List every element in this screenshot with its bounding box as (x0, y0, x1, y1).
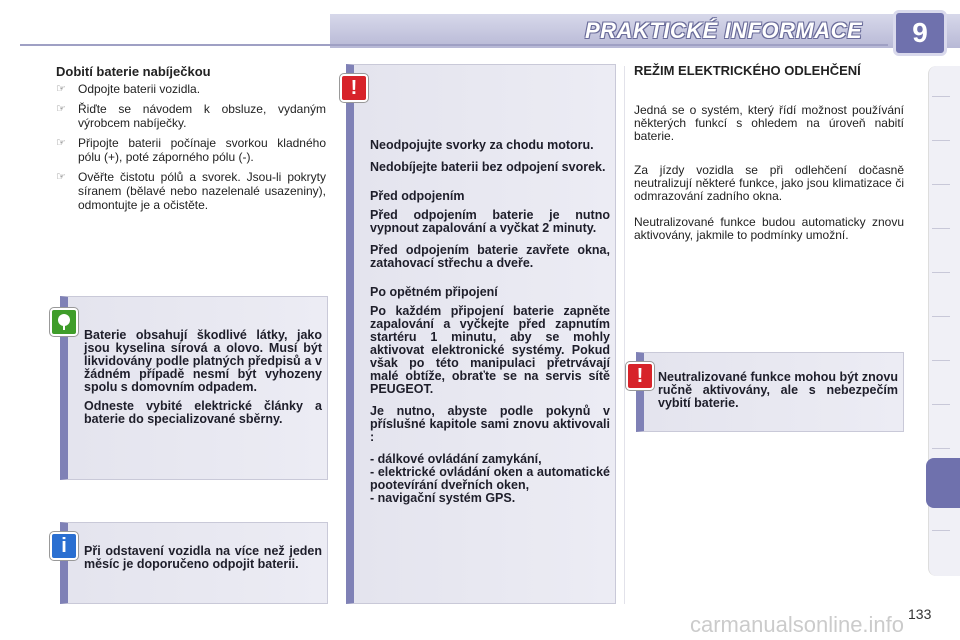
tab-divider (932, 272, 950, 273)
tab-divider (932, 316, 950, 317)
info-icon: i (50, 532, 78, 560)
warning-icon: ! (340, 74, 368, 102)
manual-reactivation-text: Neutralizované funkce mohou být znovu ručně aktivovány, ale s nebezpečím vybití baterie. (658, 370, 898, 410)
electric-relief-intro: Jedná se o systém, který řídí možnost používání některých funkcí s ohledem na úroveň nabití baterie. (634, 103, 904, 143)
tab-divider (932, 448, 950, 449)
electric-relief-reactivation: Neutralizované funkce budou automaticky znovu aktivovány, jakmile to podmínky umožní. (634, 215, 904, 242)
battery-warning-panel (346, 64, 616, 604)
info-text: Při odstavení vozidla na více než jeden měsíc je doporučeno odpojit baterii. (84, 544, 322, 571)
warning-icon: ! (626, 362, 654, 390)
tab-divider (932, 184, 950, 185)
tab-divider (932, 228, 950, 229)
column-divider (624, 66, 625, 604)
charging-steps-list (56, 82, 326, 218)
chapter-tab-active[interactable] (926, 458, 960, 508)
list-item: ☞ Řiďte se návodem k obsluze, vydaným výrobcem nabíječky. (56, 102, 326, 130)
section-heading-electric-relief: REŽIM ELEKTRICKÉHO ODLEHČENÍ (634, 63, 861, 78)
subheading-after-reconnect: Po opětném připojení (370, 285, 498, 299)
subheading-before-disconnect: Před odpojením (370, 189, 465, 203)
electric-relief-detail: Za jízdy vozidla se při odlehčení dočasně neutralizují některé funkce, jako jsou klimatizace či odmrazování zadního okna. (634, 163, 904, 203)
page-title: PRAKTICKÉ INFORMACE (585, 18, 863, 43)
eco-warning-box (60, 296, 328, 480)
list-item: - navigační systém GPS. (370, 491, 516, 505)
tab-divider (932, 404, 950, 405)
list-item: - elektrické ovládání oken a automatické pootevírání dveřních oken, (370, 465, 610, 492)
tab-divider (932, 360, 950, 361)
manual-reactivation-warning-box (636, 352, 904, 432)
list-item: ☞ Ověřte čistotu pólů a svorek. Jsou-li pokryty síranem (bělavé nebo nazelenalé usazeniny), odmontujte je a očistěte. (56, 170, 326, 212)
list-item: ☞ Odpojte baterii vozidla. (56, 82, 201, 96)
hand-pointer-icon: ☞ (56, 171, 66, 183)
chapter-number: 9 (893, 10, 947, 56)
eco-warning-text: Baterie obsahují škodlivé látky, jako jsou kyselina sírová a olovo. Musí být likvidovány podle platných předpisů a v žádném případě nesmí být vyhozeny spolu s domovním odpadem. Odneste vybité elektrické články a baterie do specializované sběrny. (84, 328, 322, 426)
page-number: 133 (908, 606, 932, 622)
list-item: ☞ Připojte baterii počínaje svorkou kladného pólu (+), poté záporného pólu (-). (56, 136, 326, 164)
tab-divider (932, 140, 950, 141)
hand-pointer-icon: ☞ (56, 83, 66, 95)
hand-pointer-icon: ☞ (56, 137, 66, 149)
header-rule (20, 44, 888, 46)
info-box (60, 522, 328, 604)
tab-divider (932, 530, 950, 531)
list-item: - dálkové ovládání zamykání, (370, 452, 542, 466)
hand-pointer-icon: ☞ (56, 103, 66, 115)
watermark: carmanualsonline.info (690, 612, 905, 637)
tab-divider (932, 96, 950, 97)
section-heading-charging: Dobití baterie nabíječkou (56, 64, 211, 79)
tree-icon (50, 308, 78, 336)
battery-warning-text: Neodpojujte svorky za chodu motoru. Nedobíjejte baterii bez odpojení svorek. Před odpojením Před odpojením baterie je nutno vypnout zapalování a vyčkat 2 minuty. Před odpojením baterie zavřete okna, zatahovací střechu a dveře. Po opětném připojení Po každém připojení baterie zapněte zapalování a vyčkejte před zapnutím startéru 1 minutu, aby se mohly aktivovat elektronické systémy. Pokud však po této manipulaci přetrvávají malé obtíže, obraťte se na servis sítě PEUGEOT. Je nutno, abyste podle pokynů v příslušné kapitole sami znovu aktivovali : - dálkové ovládání zamykání, - elektrické ovládání oken a automatické pootevírání dveřních oken, - navigační systém GPS. (370, 138, 610, 505)
